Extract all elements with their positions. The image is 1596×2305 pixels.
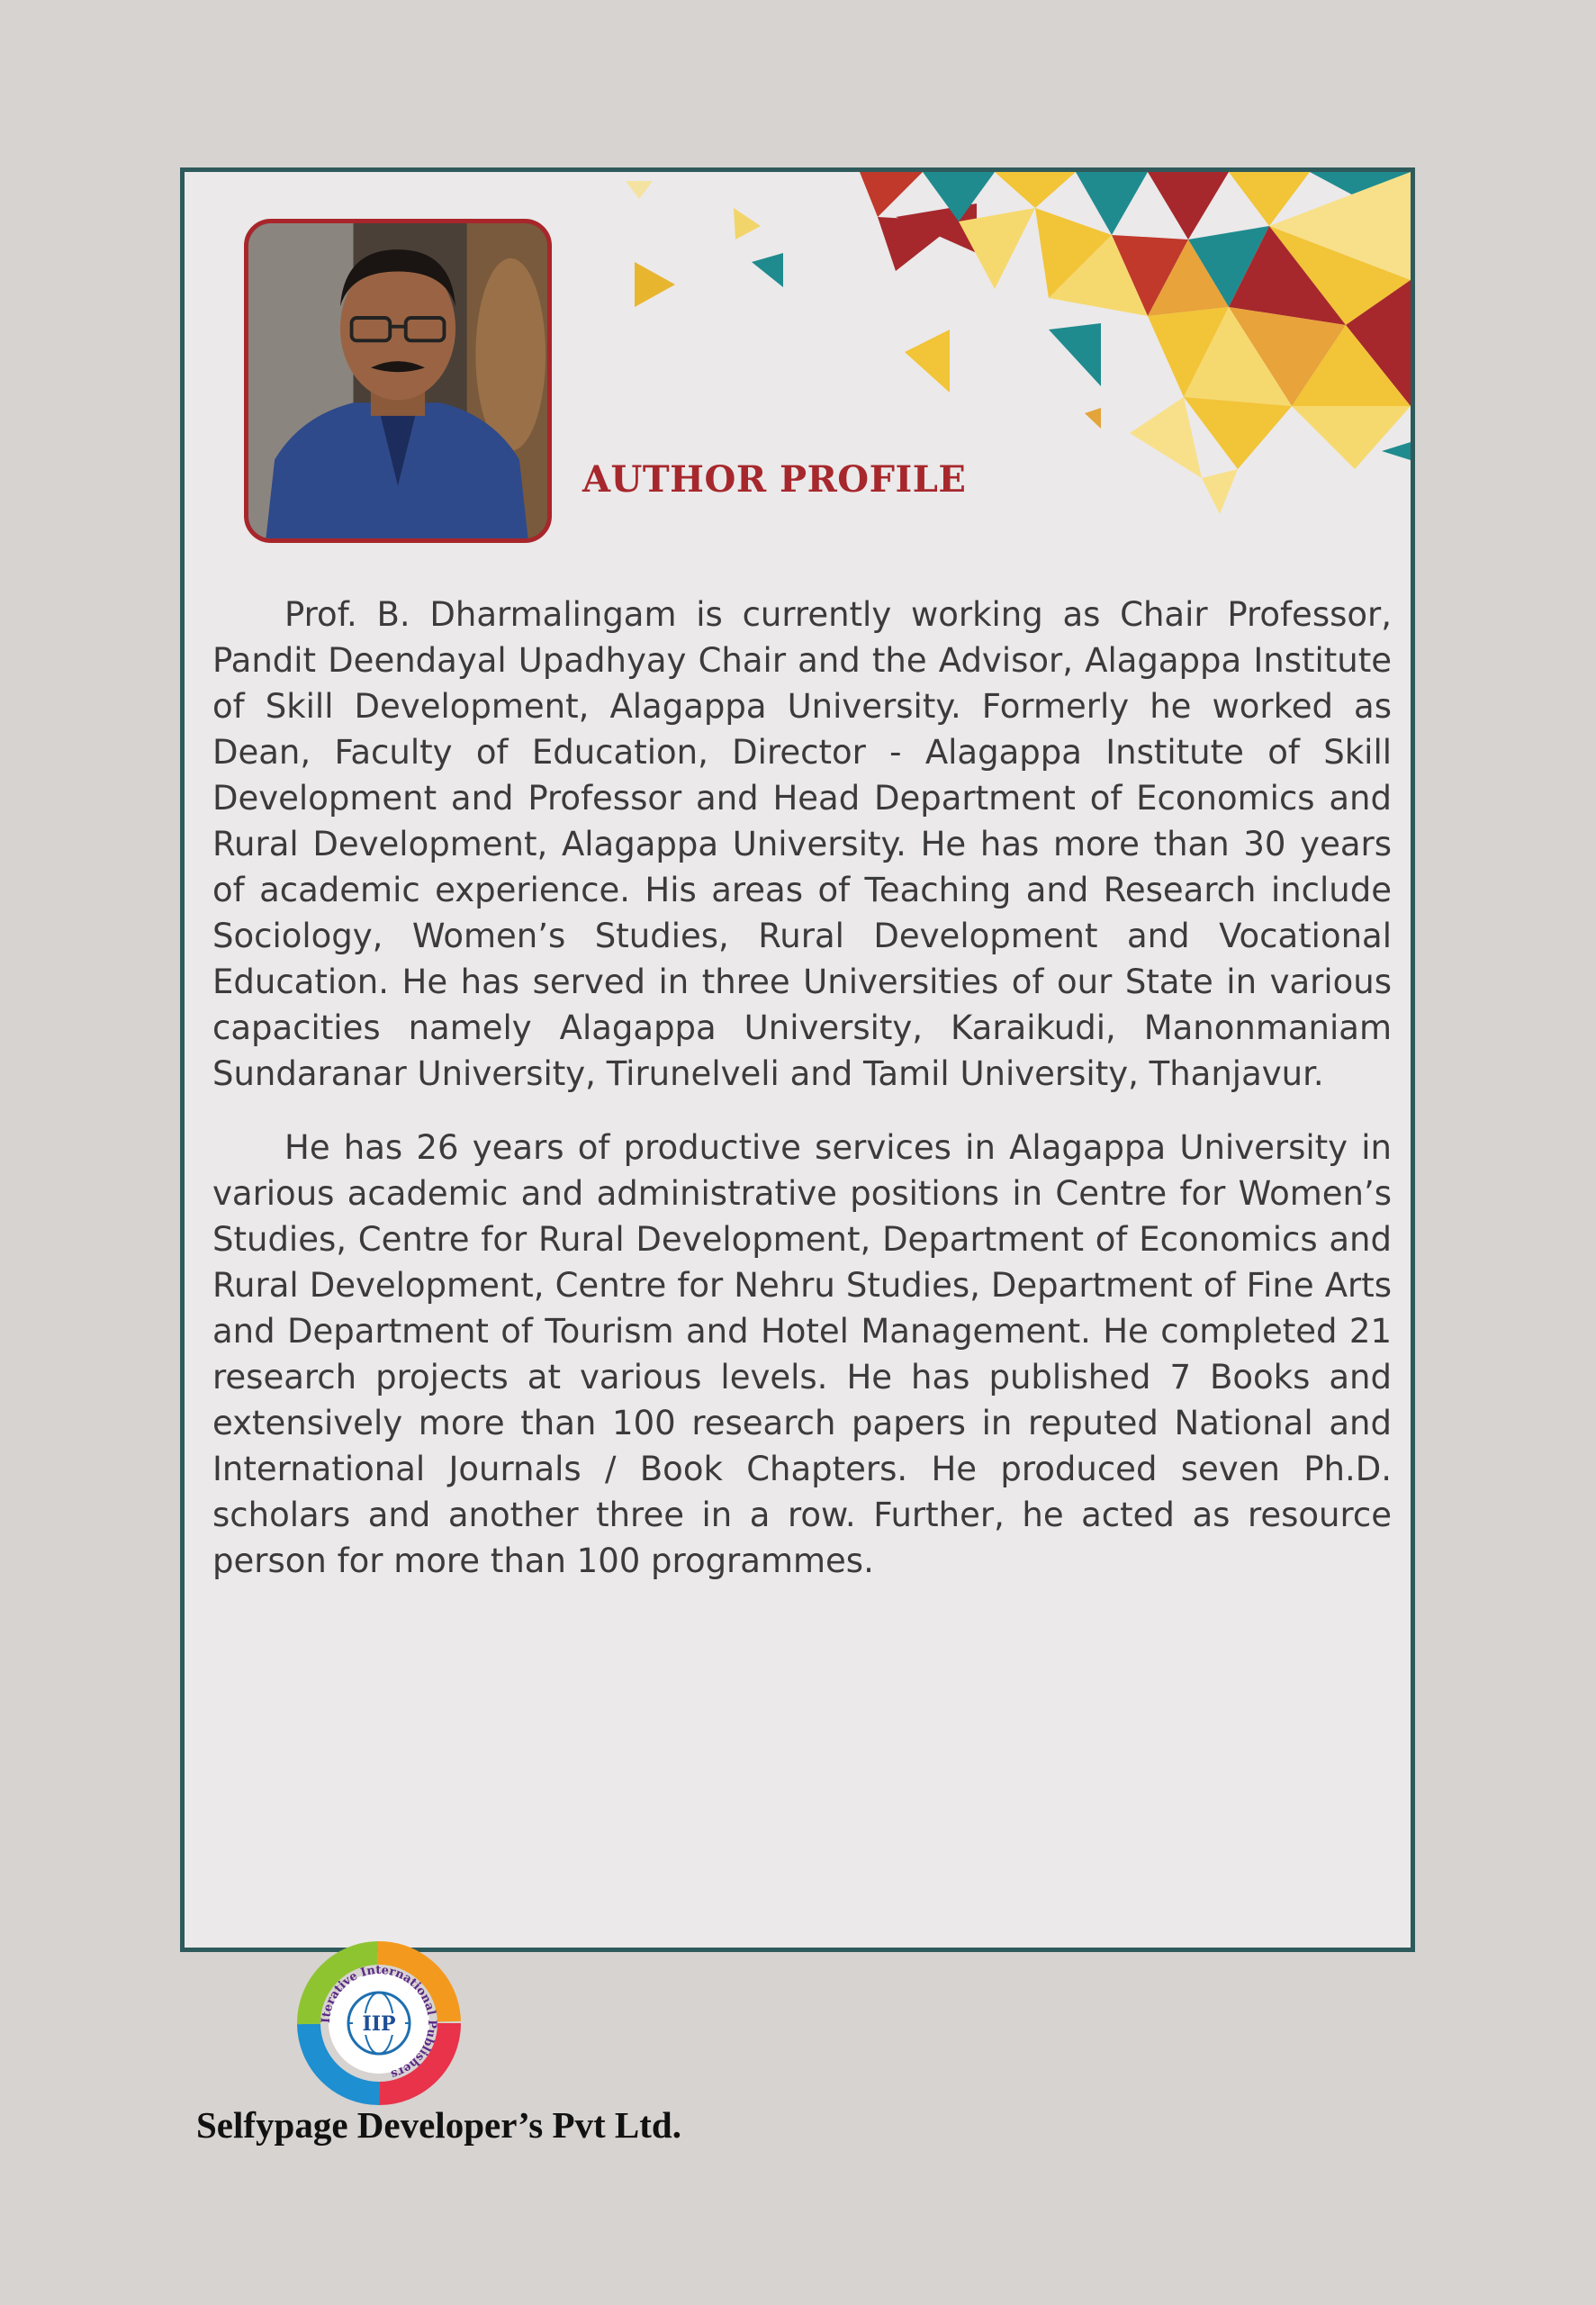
logo-initials: IIP [362,2012,396,2036]
triangle-shape [1076,172,1148,235]
author-profile-card [180,167,1415,1952]
triangle-shape [734,208,761,240]
triangle-shape [1049,323,1101,386]
author-bio [212,592,1392,1612]
triangle-shape [1130,397,1202,478]
author-portrait-image [248,223,547,538]
triangle-shape [1085,408,1101,429]
triangle-shape [1202,469,1238,514]
publisher-logo [293,1938,464,2109]
triangle-shape [1148,172,1229,240]
author-photo [244,219,552,543]
triangle-shape [1184,397,1292,469]
triangle-shape [626,181,653,199]
bio-paragraph: Prof. B. Dharmalingam is currently working as Chair Professor, Pandit Deendayal Upadhyay Chair and the Advisor, Alagappa Institute of Skill Development, Alagappa University. Formerly he worked as Dean, Faculty of Education, Director - Alagappa Institute of Skill Development and Professor and Head Department of Economics and Rural Development, Alagappa University. He has more than 30 years of academic experience. His areas of Teaching and Research include Sociology, Women’s Studies, Rural Development and Vocational Education. He has served in three Universities of our State in various capacities namely Alagappa University, Karaikudi, Manonmaniam Sundaranar University, Tirunelveli and Tamil University, Thanjavur. [212,595,1392,1093]
logo-ring-text: Iterative International Publishers [319,1963,439,2082]
publisher-name: Selfypage Developer’s Pvt Ltd. [196,2104,681,2146]
triangle-shape [878,217,959,271]
triangle-shape [1382,442,1411,460]
triangle-shape [635,262,675,307]
triangle-shape [860,172,923,217]
triangle-shape [995,172,1076,208]
triangle-shape [752,253,783,287]
triangle-shape [905,330,950,393]
bio-paragraph: He has 26 years of productive services in Alagappa University in various academic and administrative positions in Centre for Women’s Studies, Centre for Rural Development, Department of Economics and Rural Development, Centre for Nehru Studies, Department of Fine Arts and Department of Tourism and Hotel Management. He completed 21 research projects at various levels. He has published 7 Books and extensively more than 100 research papers in reputed National and International Journals / Book Chapters. He produced seven Ph.D. scholars and another three in a row. Further, he acted as resource person for more than 100 programmes. [212,1128,1392,1580]
triangle-shape [1292,406,1411,469]
author-profile-heading: AUTHOR PROFILE [582,458,967,501]
